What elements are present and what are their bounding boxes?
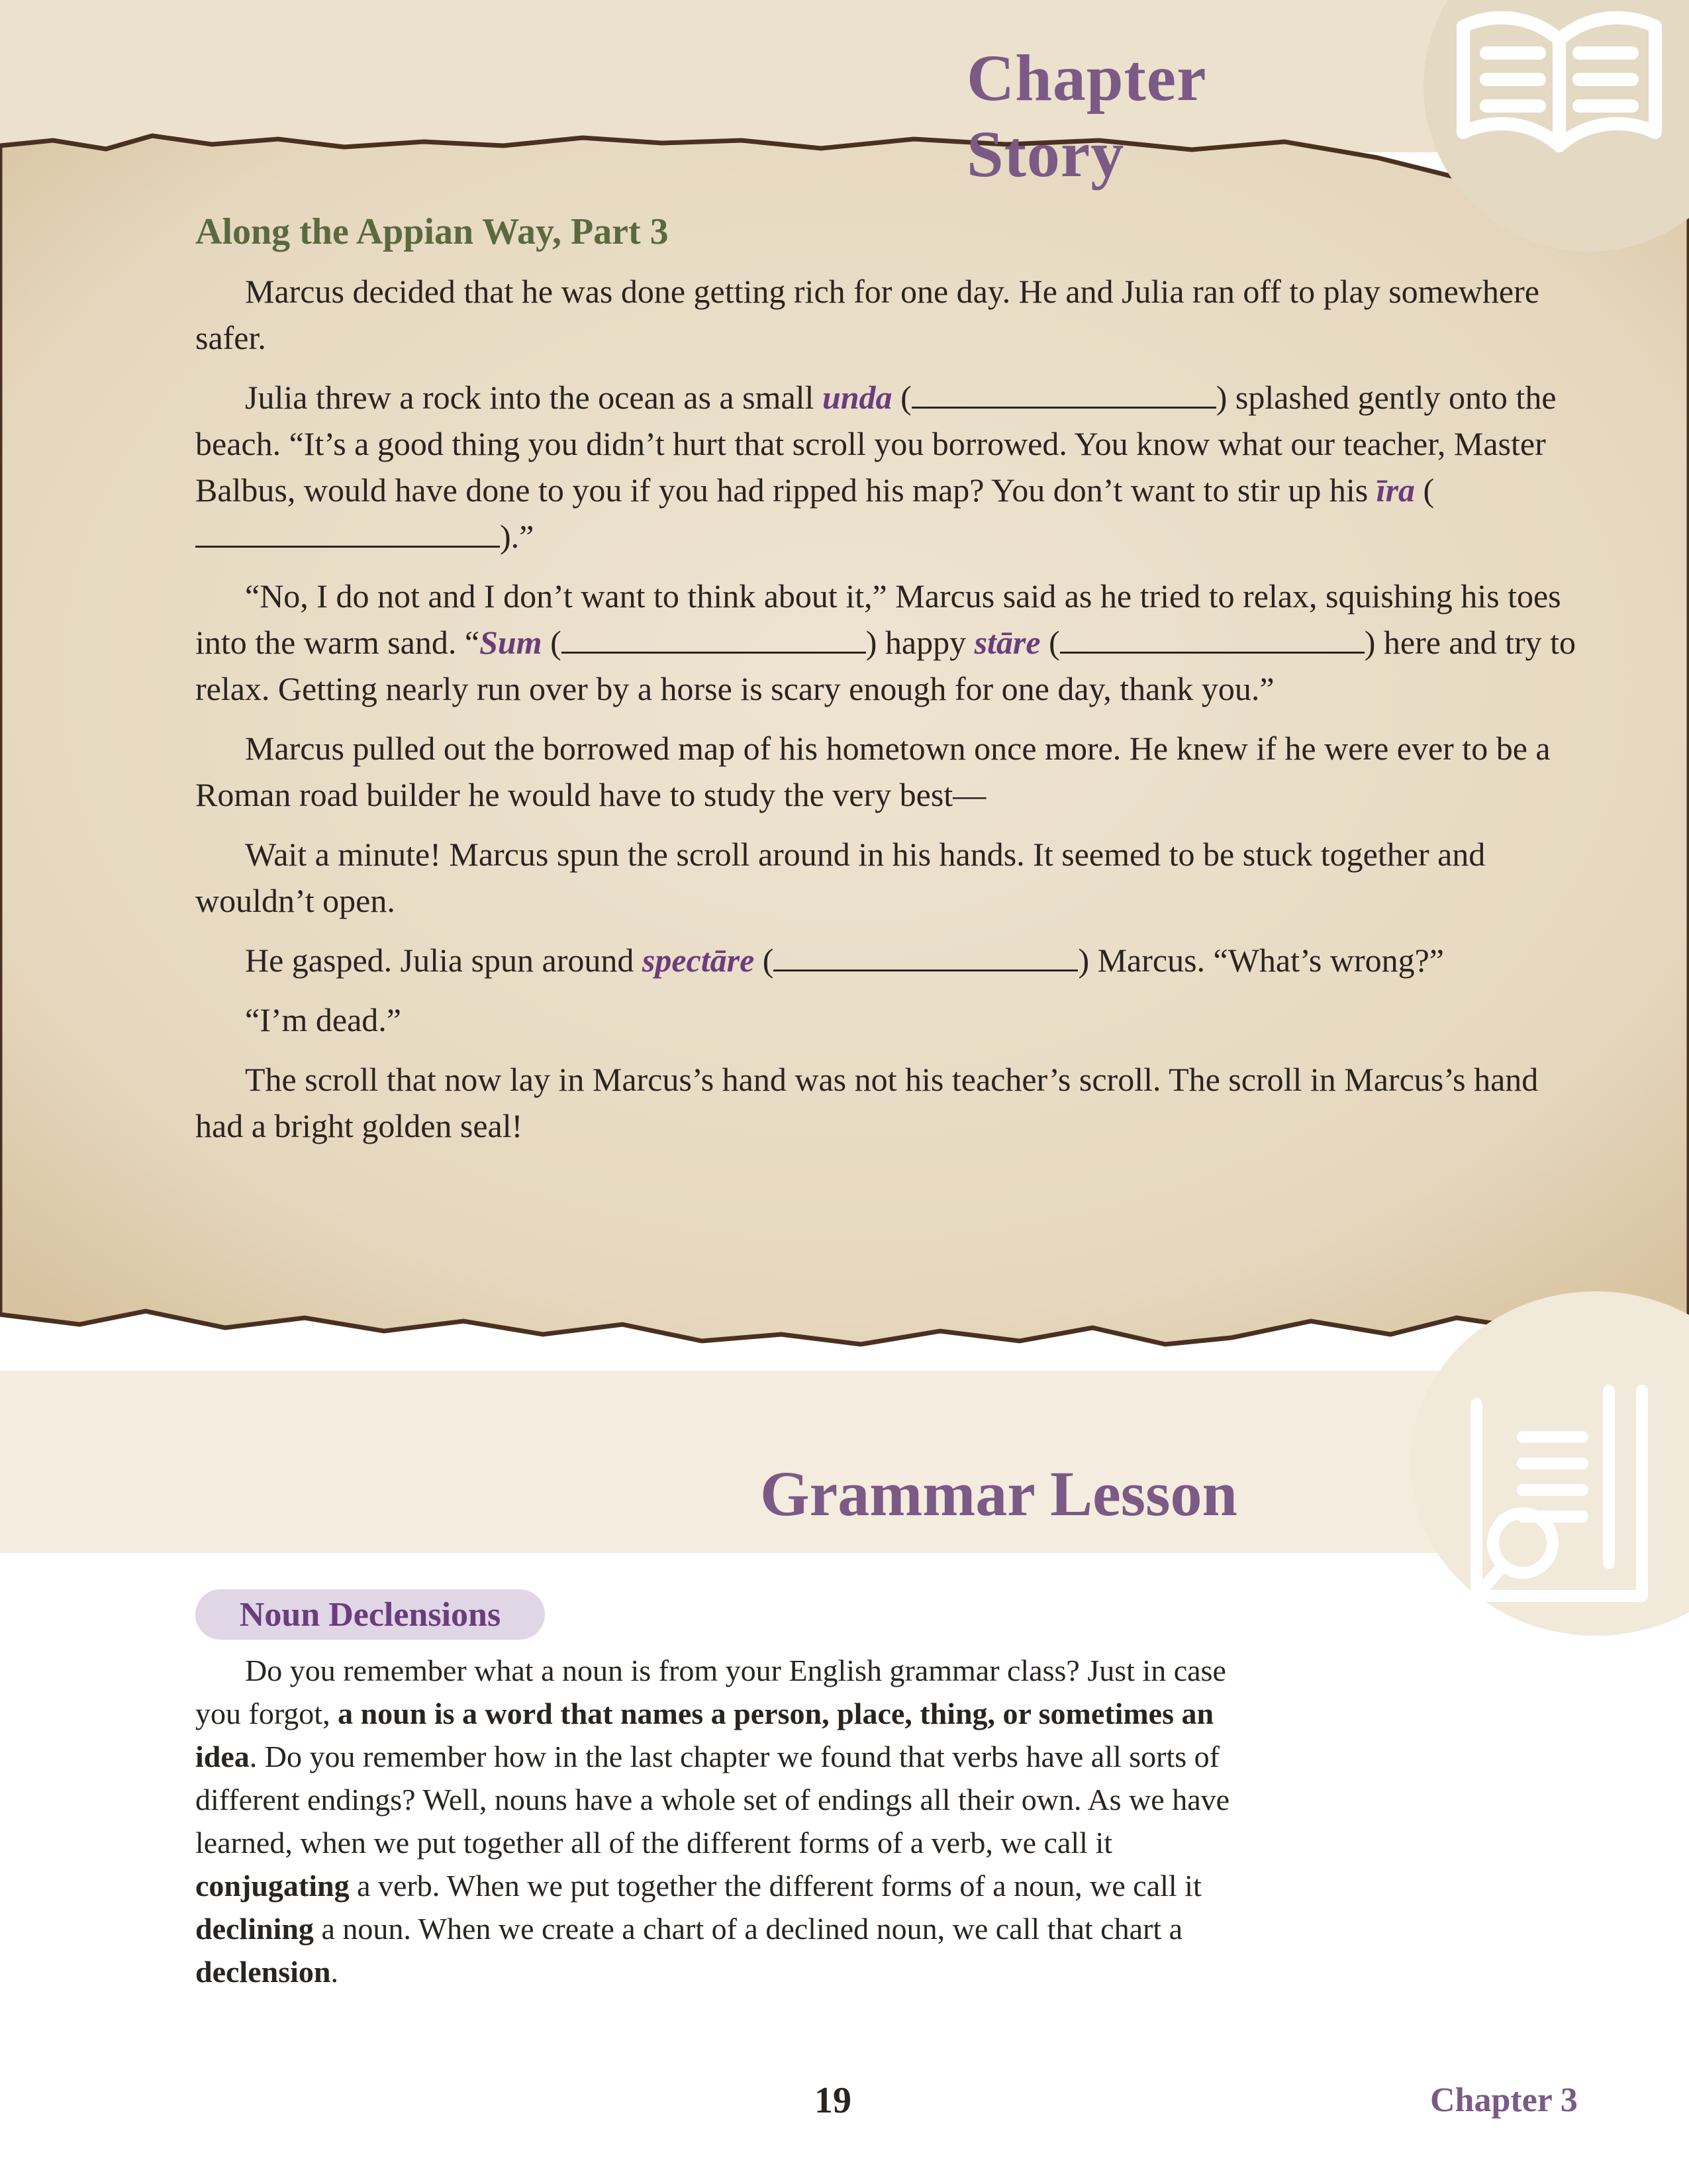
story-paragraph: [195, 997, 1586, 1043]
story-text: ) here and try to relax. Getting nearly run over by a horse is scary enough for one day, thank you.”: [195, 624, 1576, 707]
story-paragraph: “No, I do not and I don’t want to think about it,” Marcus said as he tried to relax, squishing his toes into the warm sand. “Sum ( ) happy stāre ( ) here and try to relax. Getting nearly run over by a horse is scary enough for one day, thank you.”: [195, 577, 1576, 707]
latin-word-spectare: spectāre: [642, 942, 755, 979]
noun-declensions-pill: [195, 1589, 545, 1640]
latin-word-sum: Sum: [479, 624, 542, 661]
translation-blank[interactable]: [195, 517, 500, 548]
translation-blank[interactable]: [773, 940, 1078, 971]
story-paragraph: He gasped. Julia spun around spectāre ( ) Marcus. “What’s wrong?”: [245, 942, 1445, 979]
lesson-text: Do you remember what a noun is from your English grammar class? Just in case you forgot,: [195, 1654, 1226, 1730]
story-body: [195, 268, 1586, 1162]
grammar-lesson-title: Grammar Lesson: [760, 1458, 1237, 1529]
story-text: Wait a minute! Marcus spun the scroll around in his hands. It seemed to be stuck together and wouldn’t open.: [195, 836, 1486, 919]
page-number: 19: [814, 2080, 851, 2121]
story-text: Julia threw a rock into the ocean as a small: [245, 379, 822, 416]
story-text: He gasped. Julia spun around: [245, 942, 642, 979]
story-paragraph: [195, 1056, 1586, 1149]
story-text: Marcus decided that he was done getting rich for one day. He and Julia ran off to play somewhere safer.: [195, 273, 1539, 356]
story-heading: Along the Appian Way, Part 3: [195, 211, 669, 252]
lesson-text: .: [330, 1955, 338, 1989]
story-text: splashed gently onto the beach. “It’s a good thing you didn’t hurt that scroll you borrowed. You know what our teacher, Master Balbus, would have done to you if you had ripped his map? You don’t want to stir up his: [195, 379, 1557, 509]
story-paragraph: [195, 725, 1586, 818]
story-paragraph: Julia threw a rock into the ocean as a small unda ( ) splashed gently onto the beach. “It’s a good thing you didn’t hurt that scroll you borrowed. You know what our teacher, Master Balbus, would have done to you if you had ripped his map? You don’t want to stir up his īra ().”: [195, 379, 1557, 555]
document-magnifier-icon: [1450, 1377, 1668, 1616]
term-declension: declension: [195, 1955, 331, 1989]
story-text: Marcus pulled out the borrowed map of his hometown once more. He knew if he were ever to be a Roman road builder he would have to study the very best—: [195, 730, 1551, 813]
latin-word-stare: stāre: [974, 624, 1041, 661]
translation-blank[interactable]: [912, 377, 1216, 409]
pill-label: Noun Declensions: [239, 1595, 501, 1634]
latin-word-ira: īra: [1376, 472, 1416, 509]
translation-blank[interactable]: [561, 622, 866, 654]
story-text: “No, I do not and I don’t want to think about it,” Marcus said as he tried to relax, squishing his toes into the warm sand. “: [195, 577, 1561, 661]
chapter-story-title: Chapter Story: [967, 41, 1206, 191]
story-text: ) Marcus. “What’s wrong?”: [1078, 942, 1445, 979]
story-text: “I’m dead.”: [245, 1001, 401, 1038]
chapter-label: Chapter 3: [1430, 2081, 1578, 2119]
lesson-text: a verb. When we put together the different forms of a noun, we call it: [349, 1869, 1202, 1903]
lesson-text: a noun. When we create a chart of a declined noun, we call that chart a: [313, 1912, 1183, 1946]
story-paragraph: [195, 831, 1586, 924]
open-book-icon: [1450, 0, 1668, 166]
story-text: The scroll that now lay in Marcus’s hand was not his teacher’s scroll. The scroll in Marcus’s hand had a bright golden seal!: [195, 1061, 1539, 1144]
latin-word-unda: unda: [822, 379, 893, 416]
term-declining: declining: [195, 1912, 314, 1946]
term-conjugating: conjugating: [195, 1869, 350, 1903]
lesson-text: . Do you remember how in the last chapter we found that verbs have all sorts of different endings? Well, nouns have a whole set of endings all their own. As we have learned, when we put together all of the different forms of a verb, we call it: [195, 1740, 1230, 1860]
story-text: ).”: [500, 518, 534, 555]
noun-definition: a noun is a word that names a person, place, thing, or sometimes an idea: [195, 1697, 1214, 1773]
story-text: ) happy: [865, 624, 975, 661]
story-paragraph: [195, 268, 1586, 361]
lesson-paragraph: [195, 1649, 1241, 1993]
translation-blank[interactable]: [1060, 622, 1365, 654]
